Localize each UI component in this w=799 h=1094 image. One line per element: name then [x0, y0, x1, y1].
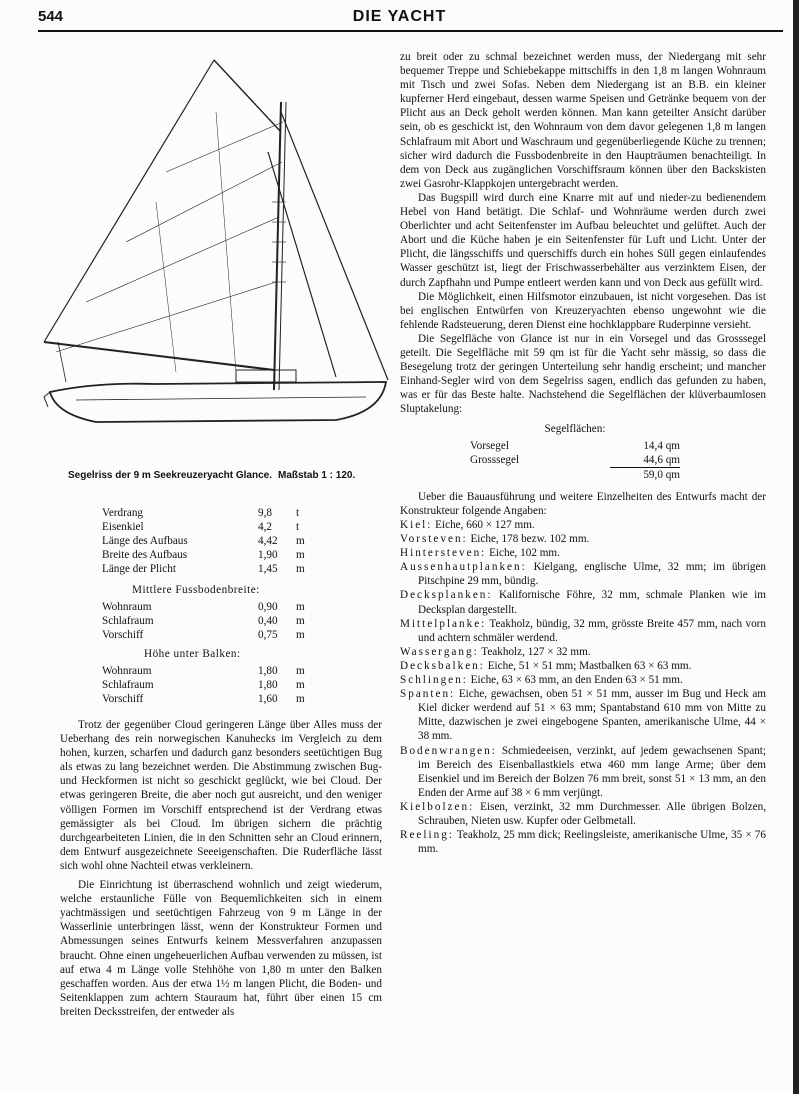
entry-term: Reeling: — [400, 829, 454, 842]
sail-value: 14,4 qm — [643, 439, 680, 452]
entry-text: Eiche, 63 × 63 mm, an den Enden 63 × 51 mm. — [467, 674, 683, 687]
entry-text: Kalifornische Föhre, 32 mm, schmale Planken wie im Decksplan dargestellt. — [418, 589, 766, 616]
entry-term: Aussenhautplanken: — [400, 561, 527, 574]
paragraph: Ueber die Bauausführung und weitere Einzelheiten des Entwurfs macht der Konstrukteur folgende Angaben: — [400, 490, 766, 517]
running-title: DIE YACHT — [352, 8, 447, 25]
sail-total: 59,0 qm — [610, 467, 680, 482]
sail-row — [470, 439, 680, 453]
header-rule — [38, 30, 783, 32]
spec-label: Breite des Aufbaus — [102, 549, 188, 562]
spec-value: 0,90 — [258, 601, 278, 613]
spec-value: 1,45 — [258, 563, 278, 576]
spec-label: Verdrang — [102, 507, 144, 519]
sail-plan-drawing — [36, 52, 396, 432]
entry-text: Eisen, verzinkt, 32 mm Durchmesser. Alle übrigen Bolzen, Schrauben, Nieten usw. Kupfer oder Gelbmetall. — [418, 800, 766, 827]
spec-value: 4,42 — [258, 535, 278, 548]
entry-text: Schmiedeeisen, verzinkt, auf jedem gewachsenen Spant; im Bereich des Eisenballastkiels etwa 460 mm lange Arme; über dem Eisenkiel und im Bereich der Bolzen 76 mm breit, sonst 51 × 13 mm, an den Enden der Arme auf 38 × 6 mm verjüngt. — [418, 744, 766, 799]
height-heading: Höhe unter Balken: — [144, 648, 241, 660]
spec-row — [102, 600, 314, 614]
entry-term: Hintersteven: — [400, 547, 487, 560]
spec-row — [102, 614, 314, 628]
sail-row — [470, 453, 680, 467]
spec-label: Schlafraum — [102, 615, 154, 628]
paragraph: Die Möglichkeit, einen Hilfsmotor einzubauen, ist nicht vorgesehen. Das ist bei englischen Entwürfen von Kreuzeryachten ebenso ungewohnt wie die fehlende Radsteuerung, deren Dienst eine hochklappbare Ruderpinne versieht. — [400, 290, 766, 331]
scan-edge — [793, 0, 799, 1094]
spec-entry — [400, 518, 766, 532]
spec-entry — [400, 687, 766, 743]
spec-row — [102, 548, 314, 562]
entry-text: Teakholz, bündig, 32 mm, grösste Breite 457 mm, nach vorn und achtern schmäler werdend. — [418, 617, 766, 644]
paragraph: zu breit oder zu schmal bezeichnet werden muss, der Niedergang mit sehr bequemer Treppe und Schiebekappe mittschiffs in den 1,8 m langen Wohnraum mit Tisch und zwei Sofas. Neben dem Niedergang ist an B.B. ein kleiner kupferner Herd eingebaut, dessen warme Speisen und Getränke bequem von der Plicht aus an Deck geholt werden können. Man kann geteilter Ansicht darüber sein, ob es geschickt ist, den Wohnraum von dem davor gelegenen 1,8 m langen Schlafraum mit Abort und Waschraum und gegenüberliegende Küche zu trennen; sicher wird dadurch die Fussbodenbreite in den Haupträumen benachteiligt. In dem von Deck aus zugänglichen Vorschiffsraum können über den Backskisten zwei Gasrohr-Klappkojen untergebracht werden. — [400, 51, 766, 190]
spec-table-main — [102, 506, 314, 576]
sail-label: Grosssegel — [470, 453, 520, 466]
caption-scale: Maßstab 1 : 120. — [278, 470, 356, 481]
entry-text: Eiche, 178 bezw. 102 mm. — [467, 533, 590, 546]
page-number: 544 — [38, 8, 64, 25]
spec-row — [102, 520, 314, 534]
sail-label: Vorsegel — [470, 439, 509, 452]
entry-term: Bodenwrangen: — [400, 744, 497, 757]
entry-text: Eiche, gewachsen, oben 51 × 51 mm, ausser im Bug und Heck am Kiel dicker werdend auf 51 × 63 mm; Spantabstand 610 mm von Mitte zu Mitte, dazwischen je zwei eingebogene Spanten, amerikanische Ulme, 44 × 38 mm. — [418, 688, 766, 743]
floor-heading: Mittlere Fussbodenbreite: — [132, 584, 260, 596]
caption-text: Segelriss der 9 m Seekreuzeryacht Glance. — [68, 470, 272, 481]
spec-label: Eisenkiel — [102, 521, 144, 534]
spec-value: 1,60 — [258, 693, 278, 706]
entry-term: Mittelplanke: — [400, 617, 487, 630]
spec-label: Länge des Aufbaus — [102, 535, 188, 548]
entry-text: Eiche, 660 × 127 mm. — [432, 519, 535, 531]
spec-entry — [400, 659, 766, 673]
spec-value: 0,40 — [258, 615, 278, 628]
spec-row — [102, 562, 314, 576]
spec-entry — [400, 560, 766, 588]
sail-area-table — [470, 422, 680, 481]
entry-term: Kiel: — [400, 519, 433, 531]
sail-value: 44,6 qm — [643, 453, 680, 466]
spec-value: 1,80 — [258, 679, 278, 692]
spec-unit: m — [296, 693, 305, 706]
entry-text: Kielgang, englische Ulme, 32 mm; im übrigen Pitschpine 29 mm, bündig. — [418, 561, 766, 588]
spec-unit: m — [296, 535, 305, 548]
spec-label: Schlafraum — [102, 679, 154, 692]
spec-unit: m — [296, 601, 305, 613]
spec-entry — [400, 532, 766, 546]
paragraph: Die Segelfläche von Glance ist nur in ein Vorsegel und das Grosssegel geteilt. Die Segelfläche mit 59 qm ist für die Yacht sehr mässig, so dass die Besegelung trotz der geringen Unterteilung sehr handig erscheint; und mancher Einhand-Segler wird von dem Segelriss sagen, endlich das gefunden zu haben, was er für das Beste halte. Nachstehend die Segelflächen der klüverbaumlosen Sluptakelung: — [400, 332, 766, 416]
left-column-text — [60, 718, 382, 1019]
spec-row — [102, 678, 314, 692]
entry-text: Teakholz, 127 × 32 mm. — [478, 645, 591, 658]
spec-entry — [400, 673, 766, 687]
spec-entry — [400, 546, 766, 560]
spec-label: Wohnraum — [102, 601, 152, 613]
entry-text: Eiche, 51 × 51 mm; Mastbalken 63 × 63 mm. — [484, 659, 692, 672]
spec-table-floor — [102, 600, 314, 642]
spec-value: 1,90 — [258, 549, 278, 562]
entry-term: Wassergang: — [400, 645, 479, 658]
spec-unit: t — [296, 521, 300, 534]
spec-value: 0,75 — [258, 629, 278, 642]
entry-term: Decksbalken: — [400, 659, 485, 672]
spec-unit: m — [296, 665, 305, 677]
spec-unit: m — [296, 629, 305, 642]
spec-entry — [400, 645, 766, 659]
spec-label: Wohnraum — [102, 665, 152, 677]
spec-value: 9,8 — [258, 507, 272, 519]
spec-entry — [400, 828, 766, 856]
paragraph: Das Bugspill wird durch eine Knarre mit auf und nieder-zu bedienendem Hebel von Hand betätigt. Die Schlaf- und Wohnräume werden durch zwei Oberlichter und acht Seitenfenster im Aufbau beleuchtet und gelüftet. Auch der Abort und die Küche haben je ein Seitenfenster für Luft und Licht. Unter der Plicht, die längsschiffs und querschiffs durch ein hohes Süll gegen einlaufendes Wasser geschützt ist, liegt der Frischwasserbehälter aus verzinktem Eisen, der durch Zapfhahn und Pumpe entleert werden kann und von Deck aus gefüllt wird. — [400, 191, 766, 289]
spec-entry — [400, 800, 766, 828]
spec-entry — [400, 744, 766, 800]
spec-unit: m — [296, 679, 305, 692]
sail-heading: Segelflächen: — [544, 423, 606, 436]
right-column-text — [400, 50, 766, 856]
paragraph: Trotz der gegenüber Cloud geringeren Länge über Alles muss der Ueberhang des rein norwegischen Kanuhecks im Vergleich zu dem hohen, kurzen, scharfen und dadurch ganz besonders seetüchtigen Bug als etwas zu lang bezeichnet werden. Die Abstimmung zwischen Bug- und Heckformen ist nicht so geschickt geglückt, wie bei Cloud. Der etwas geringeren Breite, die aber noch gut ausreicht, und den weniger völligen Formen im Vorschiff entsprechend ist der Verdrang etwas gemässigter als bei Cloud. Im übrigen sichern die prächtig durchgearbeiteten Linien, die in den Schnitten sehr an Cloud erinnern, dem Entwurf ausgezeichnete Seeeigenschaften. Die Ruderfläche lässt sich wohl ohne Nachteil etwas verkleinern. — [60, 719, 382, 872]
spec-value: 4,2 — [258, 521, 272, 534]
entry-term: Kielbolzen: — [400, 800, 475, 813]
spec-row — [102, 664, 314, 678]
entry-term: Vorsteven: — [400, 533, 468, 546]
entry-term: Decksplanken: — [400, 589, 493, 602]
spec-label: Vorschiff — [102, 629, 144, 642]
paragraph: Die Einrichtung ist überraschend wohnlich und zeigt wiederum, welche erstaunliche Fülle von Bequemlichkeiten sich in einem yachtmässigen und seetüchtigen Fahrzeug von 9 m Länge in der Wasserlinie unterbringen lässt, wenn der Konstrukteur Formen und Abmessungen seines Entwurfs keinem Messverfahren anzupassen braucht. Ohne einen ungeheuerlichen Aufbau verwenden zu müssen, ist auf etwa 4 m Länge volle Stehhöhe von 1,80 m unter den Balken geschaffen worden. Aus der etwa 1½ m langen Plicht, die Boden- und Seitenklappen zum achtern Stauraum hat, führt über einen 15 cm breiten Decksstreifen, der entweder als — [60, 879, 382, 1018]
spec-unit: t — [296, 507, 300, 519]
spec-unit: m — [296, 615, 305, 628]
spec-label: Länge der Plicht — [102, 563, 176, 576]
spec-entry — [400, 617, 766, 645]
spec-row — [102, 506, 314, 520]
spec-unit: m — [296, 563, 305, 576]
entry-term: Spanten: — [400, 688, 456, 701]
spec-label: Vorschiff — [102, 693, 144, 706]
entry-text: Eiche, 102 mm. — [486, 547, 560, 560]
entry-term: Schlingen: — [400, 674, 468, 687]
figure-caption — [68, 470, 378, 481]
spec-table-height — [102, 664, 314, 706]
spec-value: 1,80 — [258, 665, 278, 677]
spec-unit: m — [296, 549, 305, 562]
entry-text: Teakholz, 25 mm dick; Reelingsleiste, amerikanische Ulme, 35 × 76 mm. — [418, 829, 766, 856]
spec-row — [102, 628, 314, 642]
spec-row — [102, 534, 314, 548]
spec-row — [102, 692, 314, 706]
spec-entry — [400, 588, 766, 616]
